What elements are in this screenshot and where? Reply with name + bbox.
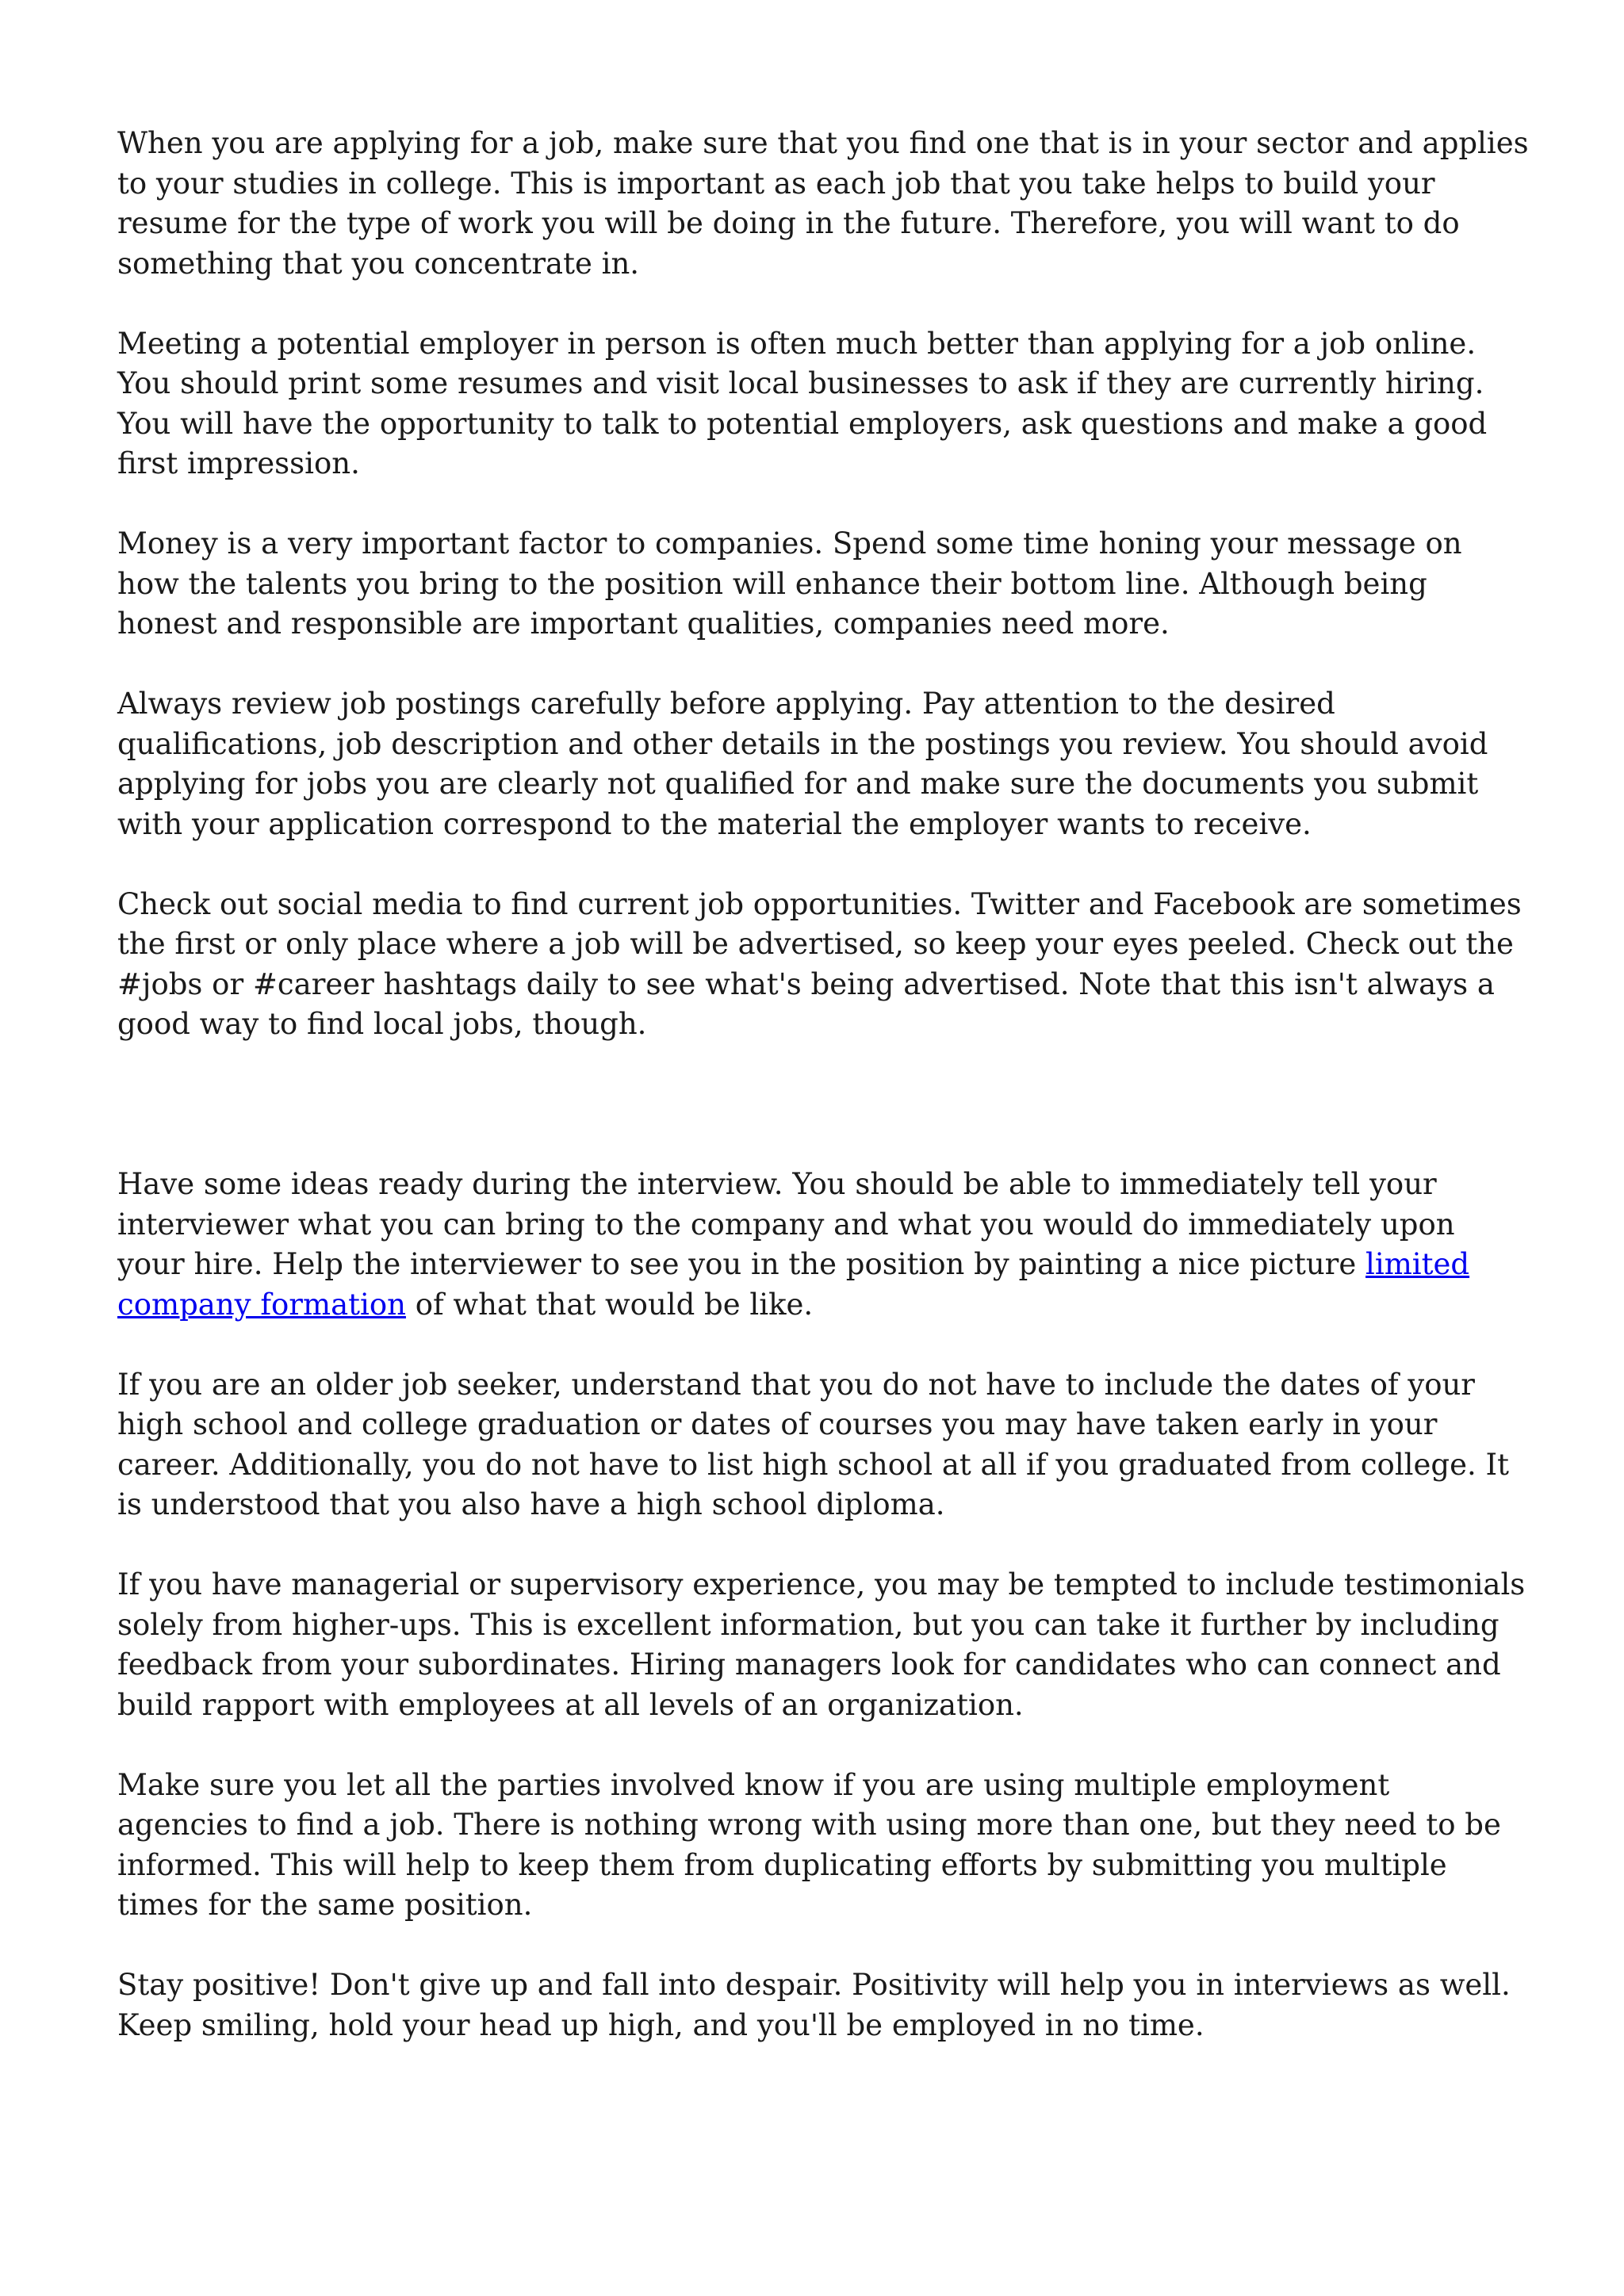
- paragraph-6-text-after: of what that would be like.: [405, 1287, 814, 1322]
- paragraph-3: Money is a very important factor to companies. Spend some time honing your message on how the talents you bring to the position will enhance their bottom line. Although being honest and responsible are important qualities, companies need more.: [117, 526, 1462, 641]
- paragraph-9: Make sure you let all the parties involved know if you are using multiple employment agencies to find a job. There is nothing wrong with using more than one, but they need to be informed. This will help to keep them from duplicating efforts by submitting you multiple times for the same position.: [117, 1767, 1501, 1922]
- paragraph-7: If you are an older job seeker, understand that you do not have to include the dates of your high school and college graduation or dates of courses you may have taken early in your career. Additionally, you do not have to list high school at all if you graduated from college. It is understood that you also have a high school diploma.: [117, 1367, 1509, 1521]
- paragraph-4: Always review job postings carefully before applying. Pay attention to the desired qualifications, job description and other details in the postings you review. You should avoid applying for jobs you are clearly not qualified for and make sure the documents you submit with your application correspond to the material the employer wants to receive.: [117, 687, 1488, 841]
- paragraph-10: Stay positive! Don't give up and fall into despair. Positivity will help you in interviews as well. Keep smiling, hold your head up high, and you'll be employed in no time.: [117, 1968, 1511, 2042]
- paragraph-2: Meeting a potential employer in person is often much better than applying for a job online. You should print some resumes and visit local businesses to ask if they are currently hiring. You will have the opportunity to talk to potential employers, ask questions and make a good first impression.: [117, 326, 1488, 480]
- paragraph-6-text-before: Have some ideas ready during the interview. You should be able to immediately tell your interviewer what you can bring to the company and what you would do immediately upon your hire. Help the interviewer to see you in the position by painting a nice picture: [117, 1167, 1455, 1281]
- limited-company-formation-link[interactable]: limited company formation: [117, 1247, 1470, 1322]
- article-body: [117, 124, 1529, 2086]
- paragraph-8: If you have managerial or supervisory experience, you may be tempted to include testimonials solely from higher-ups. This is excellent information, but you can take it further by including feedback from your subordinates. Hiring managers look for candidates who can connect and build rapport with employees at all levels of an organization.: [117, 1567, 1526, 1722]
- paragraph-1: When you are applying for a job, make sure that you find one that is in your sector and applies to your studies in college. This is important as each job that you take helps to build your resume for the type of work you will be doing in the future. Therefore, you will want to do something that you concentrate in.: [117, 126, 1529, 281]
- section-spacer: [117, 1085, 1529, 1165]
- paragraph-5: Check out social media to find current job opportunities. Twitter and Facebook are sometimes the first or only place where a job will be advertised, so keep your eyes peeled. Check out the #jobs or #career hashtags daily to see what's being advertised. Note that this isn't always a good way to find local jobs, though.: [117, 886, 1522, 1041]
- paragraph-6: [117, 1165, 1529, 1325]
